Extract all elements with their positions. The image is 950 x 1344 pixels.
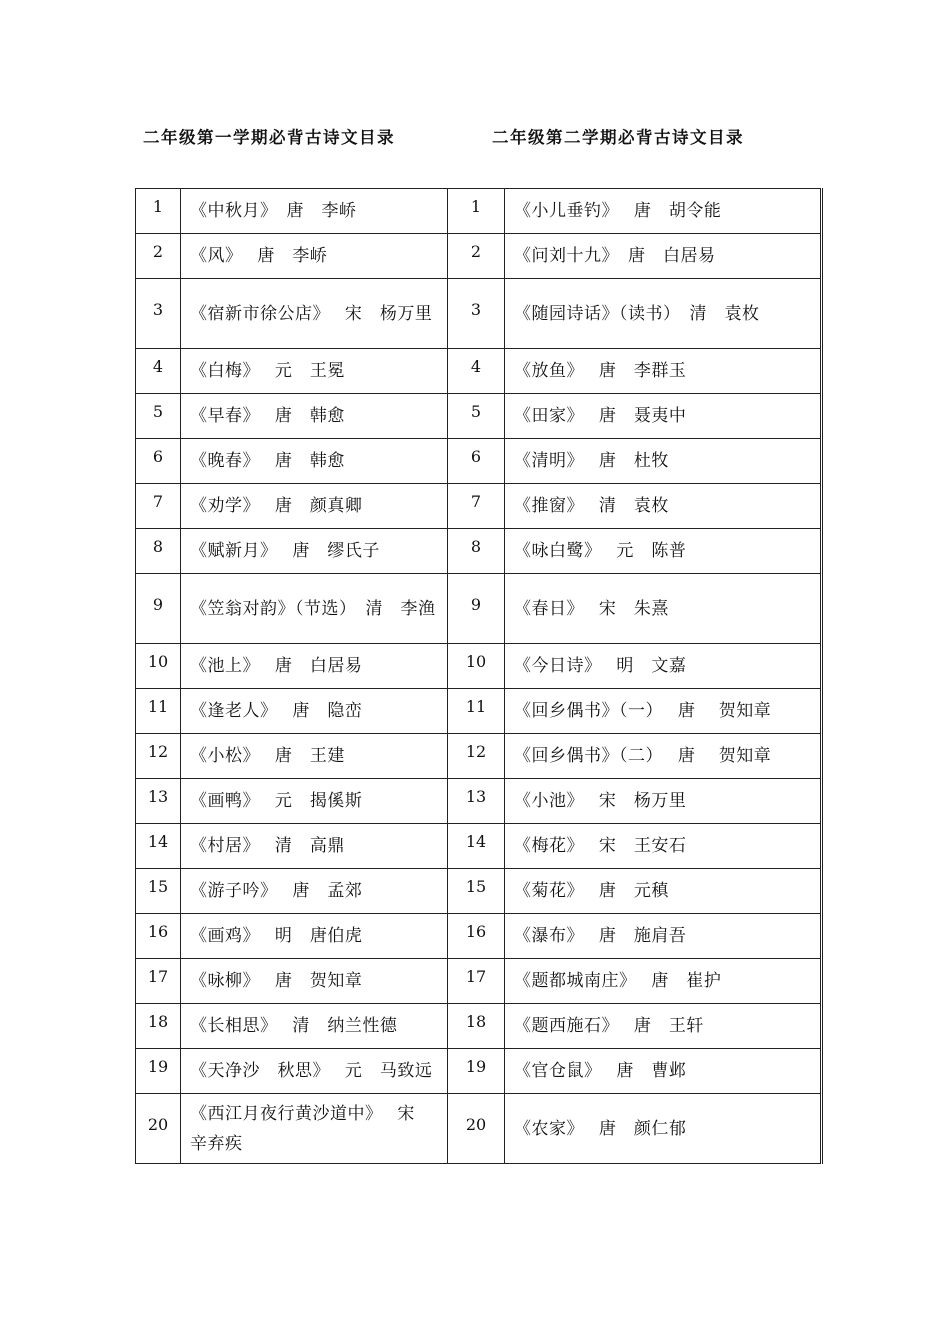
second-semester-poem-cell [505, 574, 822, 644]
table-row [136, 394, 822, 439]
table-row [136, 869, 822, 914]
second-semester-poem-cell [505, 234, 822, 279]
table-row [136, 234, 822, 279]
second-semester-poem-cell [505, 824, 822, 869]
first-semester-title: 二年级第一学期必背古诗文目录 [143, 128, 395, 147]
first-semester-poem-cell [181, 394, 448, 439]
second-semester-number-cell [448, 484, 505, 529]
second-semester-number-cell [448, 734, 505, 779]
second-semester-poem: 《官仓鼠》 唐 曹邺 [514, 1061, 687, 1081]
second-semester-poem-cell [505, 869, 822, 914]
first-semester-number-cell [136, 189, 181, 234]
first-semester-number: 15 [147, 877, 169, 896]
second-semester-number: 18 [465, 1012, 487, 1031]
first-semester-poem-cell [181, 914, 448, 959]
table-row [136, 689, 822, 734]
first-semester-number-cell [136, 574, 181, 644]
first-semester-number-cell [136, 529, 181, 574]
first-semester-number-cell [136, 734, 181, 779]
second-semester-poem-cell [505, 779, 822, 824]
first-semester-poem-cell [181, 529, 448, 574]
second-semester-number-cell [448, 1094, 505, 1164]
second-semester-poem: 《回乡偶书》（一） 唐 贺知章 [514, 701, 772, 721]
table-row [136, 279, 822, 349]
second-semester-poem: 《农家》 唐 颜仁郁 [514, 1118, 687, 1139]
second-semester-number: 19 [465, 1057, 487, 1076]
first-semester-poem-cell [181, 439, 448, 484]
first-semester-number-cell [136, 484, 181, 529]
first-semester-poem: 《画鸭》 元 揭傒斯 [190, 791, 363, 811]
first-semester-poem: 《长相思》 清 纳兰性德 [190, 1016, 398, 1036]
table-row [136, 189, 822, 234]
first-semester-number-cell [136, 959, 181, 1004]
second-semester-number-cell [448, 824, 505, 869]
first-semester-number: 11 [147, 697, 169, 716]
second-semester-number: 2 [470, 242, 482, 261]
first-semester-number: 17 [147, 967, 169, 986]
first-semester-number-cell [136, 824, 181, 869]
first-semester-number: 6 [152, 447, 164, 466]
first-semester-number: 8 [152, 537, 164, 556]
second-semester-poem-cell [505, 484, 822, 529]
second-semester-poem: 《题都城南庄》 唐 崔护 [514, 971, 722, 991]
first-semester-poem: 《宿新市徐公店》 宋 杨万里 [190, 303, 433, 324]
second-semester-poem: 《题西施石》 唐 王轩 [514, 1016, 704, 1036]
first-semester-poem: 《画鸡》 明 唐伯虎 [190, 926, 363, 946]
first-semester-number: 20 [147, 1114, 169, 1134]
first-semester-poem-cell [181, 234, 448, 279]
second-semester-number-cell [448, 779, 505, 824]
first-semester-poem: 《笠翁对韵》（节选） 清 李渔 [190, 598, 436, 619]
table-row [136, 574, 822, 644]
first-semester-poem-cell [181, 279, 448, 349]
second-semester-poem: 《回乡偶书》（二） 唐 贺知章 [514, 746, 772, 766]
second-semester-poem-cell [505, 959, 822, 1004]
table-row [136, 1004, 822, 1049]
table-row [136, 529, 822, 574]
first-semester-poem: 《晚春》 唐 韩愈 [190, 451, 345, 471]
first-semester-number-cell [136, 644, 181, 689]
first-semester-number-cell [136, 1049, 181, 1094]
first-semester-poem: 《咏柳》 唐 贺知章 [190, 971, 363, 991]
second-semester-poem-cell [505, 644, 822, 689]
second-semester-number-cell [448, 1004, 505, 1049]
second-semester-poem: 《菊花》 唐 元稹 [514, 881, 669, 901]
first-semester-number: 16 [147, 922, 169, 941]
second-semester-number-cell [448, 394, 505, 439]
second-semester-poem: 《随园诗话》（读书） 清 袁枚 [514, 303, 760, 324]
first-semester-number-cell [136, 869, 181, 914]
first-semester-poem: 《劝学》 唐 颜真卿 [190, 496, 363, 516]
second-semester-poem: 《清明》 唐 杜牧 [514, 451, 669, 471]
first-semester-number: 18 [147, 1012, 169, 1031]
second-semester-number: 14 [465, 832, 487, 851]
second-semester-number: 17 [465, 967, 487, 986]
first-semester-number-cell [136, 234, 181, 279]
first-semester-poem: 《早春》 唐 韩愈 [190, 406, 345, 426]
first-semester-poem: 《逢老人》 唐 隐峦 [190, 701, 363, 721]
table-row [136, 1094, 822, 1164]
second-semester-number: 6 [470, 447, 482, 466]
second-semester-poem-cell [505, 189, 822, 234]
first-semester-poem-cell [181, 824, 448, 869]
first-semester-poem: 《小松》 唐 王建 [190, 746, 345, 766]
first-semester-number: 4 [152, 357, 164, 376]
table-row [136, 644, 822, 689]
second-semester-number: 13 [465, 787, 487, 806]
second-semester-poem-cell [505, 914, 822, 959]
second-semester-number-cell [448, 529, 505, 574]
second-semester-number-cell [448, 914, 505, 959]
first-semester-number: 10 [147, 652, 169, 671]
first-semester-poem-cell [181, 189, 448, 234]
second-semester-poem: 《小池》 宋 杨万里 [514, 791, 687, 811]
first-semester-poem: 《赋新月》 唐 缪氏子 [190, 541, 380, 561]
first-semester-poem-cell [181, 734, 448, 779]
second-semester-number-cell [448, 1049, 505, 1094]
first-semester-poem-cell [181, 869, 448, 914]
second-semester-number-cell [448, 234, 505, 279]
table-row [136, 439, 822, 484]
first-semester-poem-cell [181, 1094, 448, 1164]
first-semester-poem: 《风》 唐 李峤 [190, 246, 328, 266]
table-row [136, 1049, 822, 1094]
second-semester-poem: 《咏白鹭》 元 陈普 [514, 541, 687, 561]
first-semester-poem-cell [181, 779, 448, 824]
first-semester-number: 1 [152, 197, 164, 216]
second-semester-number: 9 [470, 594, 482, 614]
second-semester-number-cell [448, 574, 505, 644]
second-semester-number: 8 [470, 537, 482, 556]
second-semester-poem-cell [505, 734, 822, 779]
first-semester-poem-cell [181, 1004, 448, 1049]
table-row [136, 959, 822, 1004]
second-semester-number-cell [448, 439, 505, 484]
second-semester-poem: 《今日诗》 明 文嘉 [514, 656, 687, 676]
second-semester-poem: 《放鱼》 唐 李群玉 [514, 361, 687, 381]
first-semester-number: 3 [152, 299, 164, 319]
first-semester-number: 14 [147, 832, 169, 851]
second-semester-poem-cell [505, 1094, 822, 1164]
first-semester-number-cell [136, 779, 181, 824]
second-semester-poem: 《瀑布》 唐 施肩吾 [514, 926, 687, 946]
first-semester-number-cell [136, 914, 181, 959]
first-semester-number-cell [136, 1094, 181, 1164]
first-semester-number-cell [136, 279, 181, 349]
table-row [136, 779, 822, 824]
first-semester-poem: 《池上》 唐 白居易 [190, 656, 363, 676]
second-semester-poem: 《问刘十九》 唐 白居易 [514, 246, 716, 266]
poem-table [135, 188, 823, 1164]
first-semester-number: 12 [147, 742, 169, 761]
second-semester-poem: 《田家》 唐 聂夷中 [514, 406, 687, 426]
second-semester-number-cell [448, 349, 505, 394]
first-semester-number: 5 [152, 402, 164, 421]
second-semester-poem: 《春日》 宋 朱熹 [514, 598, 669, 619]
second-semester-number: 20 [465, 1114, 487, 1134]
page-header [143, 124, 823, 150]
first-semester-number-cell [136, 349, 181, 394]
second-semester-poem-cell [505, 689, 822, 734]
second-semester-title: 二年级第二学期必背古诗文目录 [492, 128, 744, 147]
first-semester-number: 19 [147, 1057, 169, 1076]
first-semester-poem-cell [181, 574, 448, 644]
table-row [136, 734, 822, 779]
table-row [136, 349, 822, 394]
second-semester-poem-cell [505, 1049, 822, 1094]
first-semester-poem: 《白梅》 元 王冕 [190, 361, 345, 381]
first-semester-poem: 《中秋月》 唐 李峤 [190, 201, 357, 221]
second-semester-number: 15 [465, 877, 487, 896]
first-semester-number-cell [136, 689, 181, 734]
first-semester-poem: 《天净沙 秋思》 元 马致远 [190, 1061, 433, 1081]
poem-table-body [136, 189, 822, 1164]
first-semester-poem-cell [181, 484, 448, 529]
first-semester-number-cell [136, 394, 181, 439]
second-semester-poem-cell [505, 529, 822, 574]
first-semester-poem: 《游子吟》 唐 孟郊 [190, 881, 363, 901]
first-semester-number-cell [136, 1004, 181, 1049]
second-semester-number: 11 [465, 697, 487, 716]
table-row [136, 484, 822, 529]
second-semester-poem-cell [505, 349, 822, 394]
first-semester-poem-cell [181, 644, 448, 689]
second-semester-number: 3 [470, 299, 482, 319]
first-semester-number: 9 [152, 594, 164, 614]
second-semester-number-cell [448, 644, 505, 689]
table-row [136, 914, 822, 959]
second-semester-number-cell [448, 869, 505, 914]
second-semester-number: 7 [470, 492, 482, 511]
table-row [136, 824, 822, 869]
first-semester-poem-cell [181, 689, 448, 734]
second-semester-number: 4 [470, 357, 482, 376]
second-semester-number-cell [448, 689, 505, 734]
second-semester-number-cell [448, 189, 505, 234]
first-semester-poem-cell [181, 349, 448, 394]
second-semester-poem: 《梅花》 宋 王安石 [514, 836, 687, 856]
second-semester-poem: 《小儿垂钓》 唐 胡令能 [514, 201, 722, 221]
second-semester-number-cell [448, 959, 505, 1004]
second-semester-number: 12 [465, 742, 487, 761]
second-semester-poem-cell [505, 439, 822, 484]
first-semester-poem: 《村居》 清 高鼎 [190, 836, 345, 856]
second-semester-number-cell [448, 279, 505, 349]
second-semester-number: 5 [470, 402, 482, 421]
first-semester-number: 13 [147, 787, 169, 806]
second-semester-number: 10 [465, 652, 487, 671]
first-semester-poem: 《西江月夜行黄沙道中》 宋 辛弃疾 [190, 1103, 433, 1154]
second-semester-poem-cell [505, 394, 822, 439]
second-semester-number: 16 [465, 922, 487, 941]
first-semester-number: 2 [152, 242, 164, 261]
second-semester-poem-cell [505, 279, 822, 349]
first-semester-poem-cell [181, 959, 448, 1004]
second-semester-number: 1 [470, 197, 482, 216]
first-semester-number: 7 [152, 492, 164, 511]
first-semester-poem-cell [181, 1049, 448, 1094]
second-semester-poem: 《推窗》 清 袁枚 [514, 496, 669, 516]
second-semester-poem-cell [505, 1004, 822, 1049]
first-semester-number-cell [136, 439, 181, 484]
